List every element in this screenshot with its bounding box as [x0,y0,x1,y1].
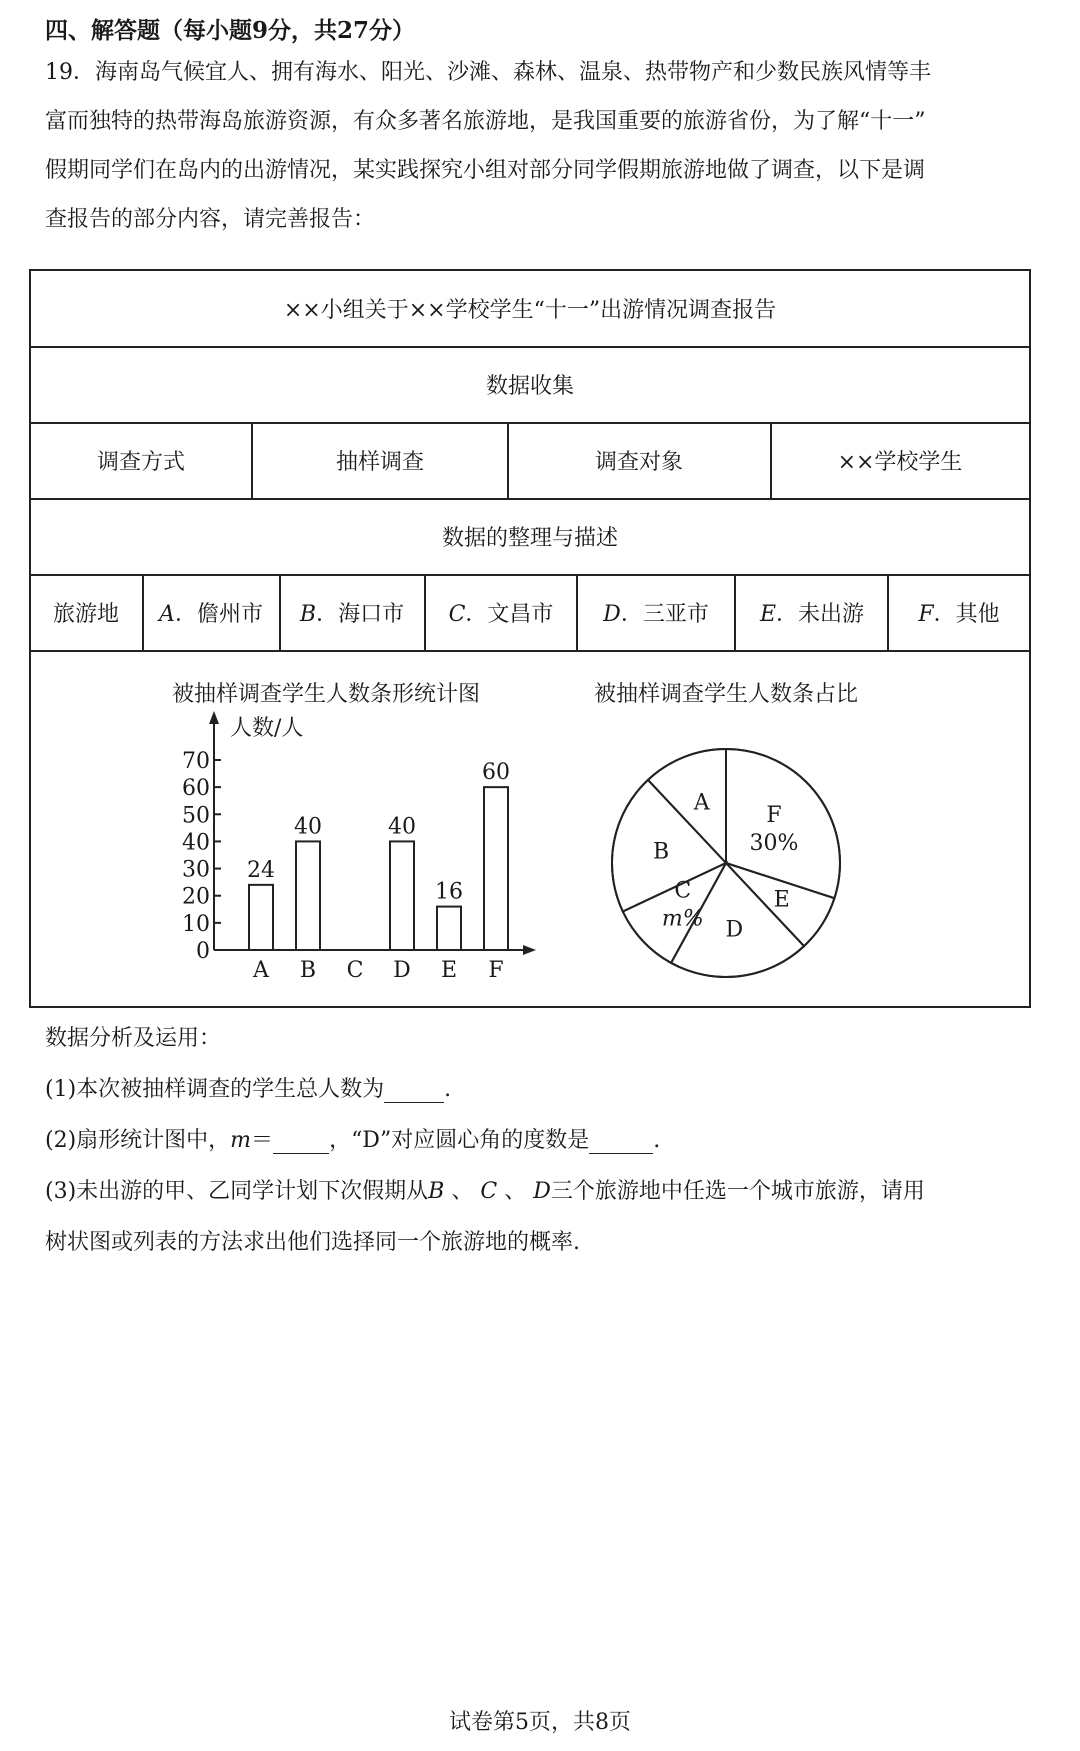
pie-slice-F [726,749,840,898]
x-tick-label-C: C [346,958,364,983]
destination-c: C．文昌市 [448,602,554,627]
problem-line-2: 富而独特的热带海岛旅游资源，有众多著名旅游地，是我国重要的旅游省份，为了解“十一” [45,109,926,134]
question-3-rest: 三个旅游地中任选一个城市旅游，请用 [550,1179,925,1204]
survey-object-value: ××学校学生 [837,450,963,475]
page-footer: 试卷第5页，共8页 [449,1710,631,1735]
destination-label: 旅游地 [52,602,120,627]
question-3-line-1 [45,1174,925,1205]
x-axis-arrow [523,945,536,955]
pie-label-A: A [693,790,710,816]
question-3-sep-1: 、 [451,1179,474,1204]
question-3-d: D [533,1179,551,1204]
question-2 [45,1123,660,1154]
y-tick-label: 20 [182,884,210,910]
bar-value-label-E: 16 [435,879,463,905]
answer-blank-m[interactable] [273,1131,329,1154]
question-3-sep-2: 、 [504,1179,527,1204]
y-tick-label: 60 [182,776,210,802]
destination-e: E．未出游 [759,602,865,627]
bar-value-label-B: 40 [294,814,322,840]
pie-label-B: B [653,839,670,865]
bar-chart-ylabel: 人数/人 [230,716,304,741]
x-tick-label-F: F [488,958,504,983]
y-tick-label: 10 [182,911,210,937]
analysis-heading: 数据分析及运用： [45,1026,222,1051]
bar-E [437,907,461,950]
question-1-text: (1)本次被抽样调查的学生总人数为 [45,1077,385,1102]
y-tick-label: 40 [182,830,210,856]
question-2-m: m [230,1128,252,1153]
question-2-middle: ，“D”对应圆心角的度数是 [329,1128,590,1153]
destination-a: A．儋州市 [159,602,263,627]
y-tick-label: 70 [182,749,210,774]
bar-value-label-D: 40 [388,814,416,840]
x-tick-label-A: A [253,958,269,983]
y-tick-label: 50 [182,803,210,829]
bar-B [296,841,320,950]
x-tick-label-E: E [440,958,458,983]
y-tick-label: 30 [182,857,210,883]
data-collection-label: 数据收集 [485,374,575,399]
survey-report-table [29,0,1059,1020]
x-tick-label-B: B [299,958,317,983]
x-tick-label-D: D [393,958,411,983]
bar-chart [172,682,536,983]
answer-blank-1[interactable] [384,1080,444,1103]
question-3-prefix: (3)未出游的甲、乙同学计划下次假期从 [45,1179,429,1204]
section-heading: 四、解答题（每小题9分，共27分） [45,17,416,44]
bar-value-label-A: 24 [247,857,275,883]
problem-line-1: 19．海南岛气候宜人、拥有海水、阳光、沙滩、森林、温泉、热带物产和少数民族风情等丰 [45,60,931,85]
pie-chart [594,682,858,977]
pie-label-C: C [674,878,692,904]
pie-label-E: E [773,887,790,913]
question-3-c: C [480,1179,498,1204]
bar-chart-title: 被抽样调查学生人数条形统计图 [171,682,481,707]
question-1-end: . [444,1077,452,1102]
destination-f: F．其他 [918,602,1000,627]
destination-d: D．三亚市 [603,602,709,627]
pie-label-D: D [725,917,744,943]
question-3-b: B [428,1179,445,1204]
survey-method-value: 抽样调查 [335,450,425,475]
bar-A [249,885,273,950]
pie-label-F: F [766,803,782,829]
y-tick-label: 0 [196,939,210,964]
bar-D [390,841,414,950]
destination-b: B．海口市 [299,602,405,627]
answer-blank-angle[interactable] [589,1131,653,1154]
y-axis-arrow [209,711,219,724]
bar-value-label-F: 60 [482,760,510,786]
question-2-end: . [653,1128,661,1153]
question-3-line-2: 树状图或列表的方法求出他们选择同一个旅游地的概率. [45,1230,580,1255]
pie-annotation-C: m% [661,906,704,932]
survey-method-label: 调查方式 [96,450,186,475]
data-organize-label: 数据的整理与描述 [441,526,619,551]
question-1 [45,1072,451,1103]
question-2-prefix: (2)扇形统计图中， [45,1128,231,1153]
problem-line-3: 假期同学们在岛内的出游情况，某实践探究小组对部分同学假期旅游地做了调查，以下是调 [45,158,926,183]
pie-annotation-F: 30% [749,831,799,857]
pie-chart-title: 被抽样调查学生人数条占比 [593,682,859,707]
bar-F [484,787,508,950]
report-title: ××小组关于××学校学生“十一”出游情况调查报告 [283,298,777,323]
survey-object-label: 调查对象 [594,450,684,475]
problem-line-4: 查报告的部分内容，请完善报告： [45,207,376,232]
question-2-eq: ＝ [251,1128,274,1153]
